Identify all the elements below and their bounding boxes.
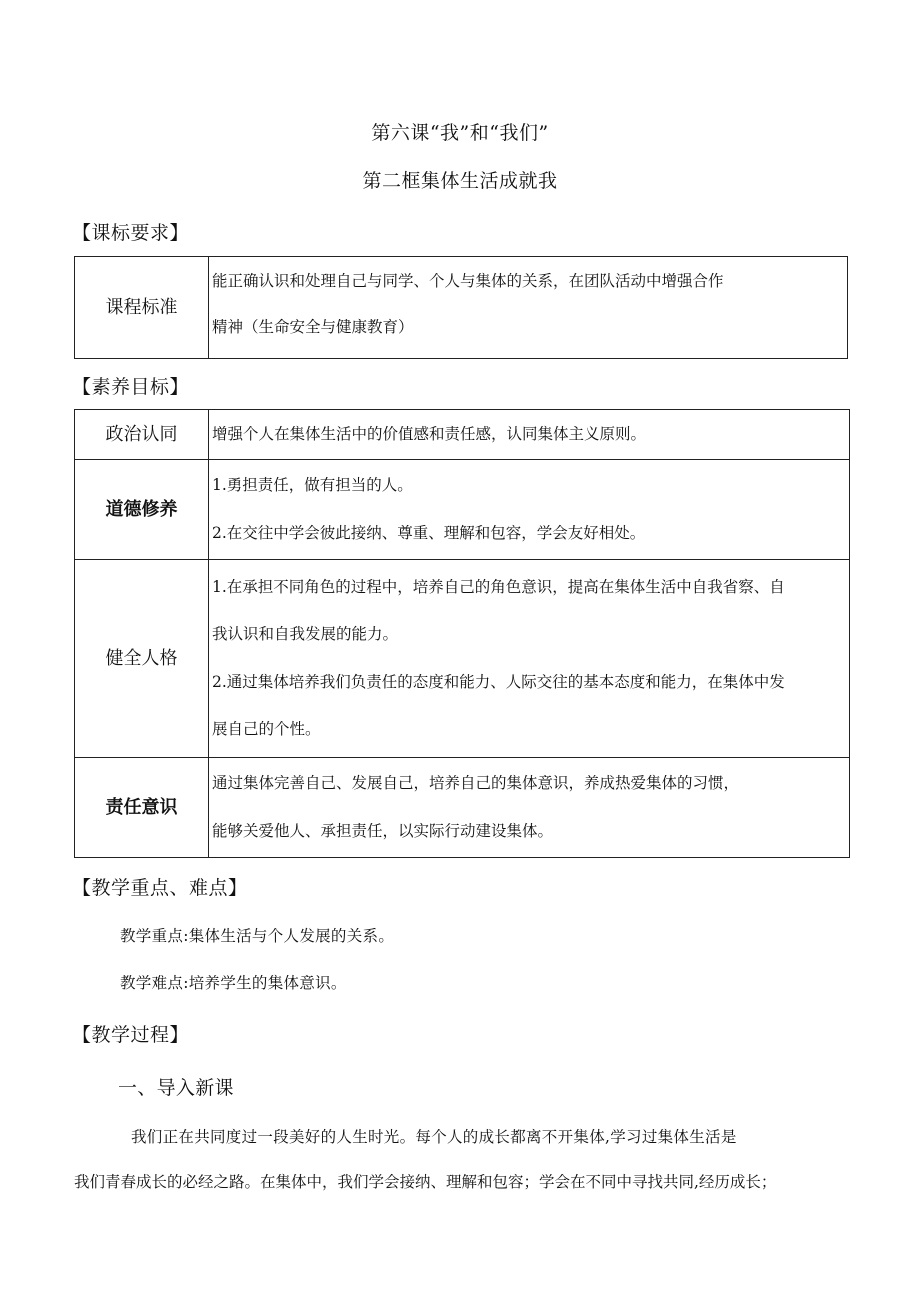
section-title: 第二框集体生活成就我 [362,170,558,192]
row-content [209,758,850,858]
row-content [209,410,850,460]
curriculum-table [74,256,848,359]
difficult-point: 教学难点:培养学生的集体意识。 [120,974,347,992]
key-point: 教学重点:集体生活与个人发展的关系。 [120,927,395,945]
table-row [75,560,850,758]
literacy-table [74,409,850,858]
row-line: 我认识和自我发展的能力。 [212,625,399,643]
step-title: 一、导入新课 [118,1077,234,1099]
row-line: 2.在交往中学会彼此接纳、尊重、理解和包容，学会友好相处。 [212,523,646,542]
row-label: 责任意识 [75,758,209,858]
curriculum-line: 能正确认识和处理自己与同学、个人与集体的关系，在团队活动中增强合作 [212,272,724,290]
table-row [75,460,850,560]
table-row [75,758,850,858]
row-line: 增强个人在集体生活中的价值感和责任感，认同集体主义原则。 [212,424,647,443]
curriculum-label: 课程标准 [75,257,209,359]
paragraph-line: 我们正在共同度过一段美好的人生时光。每个人的成长都离不开集体,学习过集体生活是 [131,1128,737,1146]
curriculum-line: 精神（生命安全与健康教育） [212,317,414,336]
curriculum-heading: 【课标要求】 [72,222,190,244]
curriculum-content [209,257,848,359]
table-row [75,410,850,460]
row-line: 1.勇担责任，做有担当的人。 [212,476,413,494]
row-line: 2.通过集体培养我们负责任的态度和能力、人际交往的基本态度和能力，在集体中发 [212,672,785,691]
row-line: 通过集体完善自己、发展自己，培养自己的集体意识，养成热爱集体的习惯， [212,774,740,792]
process-heading: 【教学过程】 [72,1024,190,1046]
row-label: 健全人格 [75,560,209,758]
row-content [209,460,850,560]
row-line: 展自己的个性。 [212,720,321,738]
row-line: 1.在承担不同角色的过程中，培养自己的角色意识，提高在集体生活中自我省察、自 [212,577,785,596]
focus-heading: 【教学重点、难点】 [72,877,248,899]
row-label: 政治认同 [75,410,209,460]
row-line: 能够关爱他人、承担责任，以实际行动建设集体。 [212,821,554,840]
row-label: 道德修养 [75,460,209,560]
paragraph-line: 我们青春成长的必经之路。在集体中，我们学会接纳、理解和包容；学会在不同中寻找共同,经历成长； [74,1173,777,1191]
row-content [209,560,850,758]
literacy-heading: 【素养目标】 [72,376,190,398]
lesson-title: 第六课“我”和“我们” [371,122,549,144]
